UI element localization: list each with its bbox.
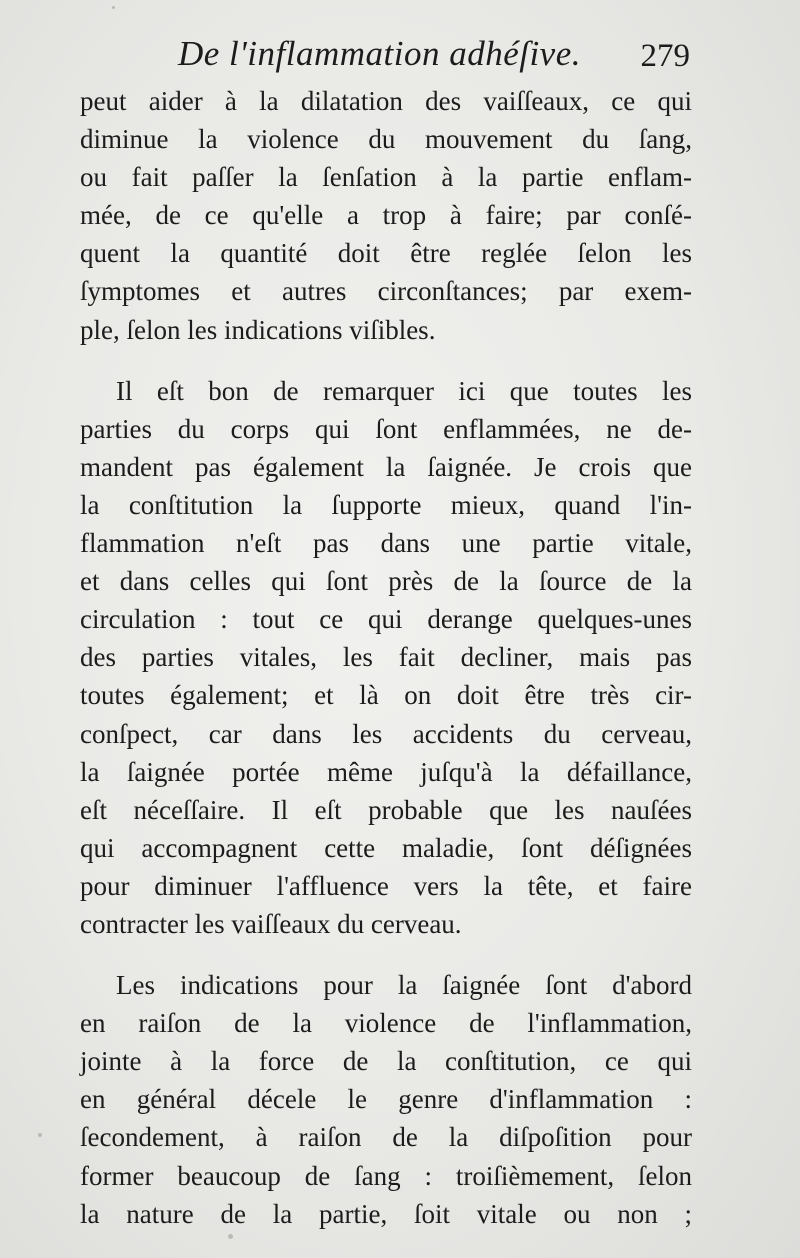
text-line: peut aider à la dilatation des vaiſſeaux, ce qui <box>80 86 692 116</box>
text-line: ſecondement, à raiſon de la diſpoſition pour <box>80 1122 692 1153</box>
text-line: pour diminuer l'affluence vers la tête, et faire <box>80 870 692 901</box>
text-line: la conſtitution la ſupporte mieux, quand l'in- <box>80 489 692 520</box>
text-line: et dans celles qui ſont près de la ſource de la <box>80 566 692 597</box>
text-line: toutes également; et là on doit être très cir- <box>80 680 692 711</box>
text-line: former beaucoup de ſang : troiſièmement, ſelon <box>80 1160 692 1191</box>
text-line: jointe à la force de la conſtitution, ce qui <box>80 1046 692 1077</box>
paper-speck <box>112 6 115 9</box>
text-line: eſt néceſſaire. Il eſt probable que les nauſées <box>80 794 692 825</box>
text-line: quent la quantité doit être reglée ſelon les <box>80 238 692 269</box>
text-line: la ſaignée portée même juſqu'à la défaillance, <box>80 756 692 787</box>
text-line: flammation n'eſt pas dans une partie vitale, <box>80 528 692 559</box>
text-line: la nature de la partie, ſoit vitale ou non ; <box>80 1198 692 1229</box>
text-line: diminue la violence du mouvement du ſang, <box>80 124 692 155</box>
text-line: mée, de ce qu'elle a trop à faire; par conſé- <box>80 200 692 231</box>
text-line: Les indications pour la ſaignée ſont d'abord <box>116 970 692 1001</box>
paragraph-gap <box>80 349 692 372</box>
text-line: qui accompagnent cette maladie, ſont déſignées <box>80 832 692 863</box>
text-line: ple, ſelon les indications viſibles. <box>80 314 436 345</box>
text-line: en général décele le genre d'inflammation : <box>80 1084 692 1115</box>
paragraph-2 <box>80 372 692 943</box>
paragraph-gap <box>80 943 692 966</box>
text-line: en raiſon de la violence de l'inflammation, <box>80 1008 692 1039</box>
text-line: ſymptomes et autres circonſtances; par exem- <box>80 276 692 307</box>
paper-speck <box>38 1133 42 1137</box>
text-line: des parties vitales, les fait decliner, mais pas <box>80 642 692 673</box>
text-line: mandent pas également la ſaignée. Je crois que <box>80 451 692 482</box>
text-line: contracter les vaiſſeaux du cerveau. <box>80 908 462 939</box>
text-line: conſpect, car dans les accidents du cerveau, <box>80 718 692 749</box>
paragraph-3 <box>80 966 692 1233</box>
text-line: circulation : tout ce qui derange quelques-unes <box>80 604 692 635</box>
paper-speck <box>228 1234 233 1239</box>
text-line: Il eſt bon de remarquer ici que toutes les <box>116 375 692 406</box>
page-number: 279 <box>640 38 690 74</box>
page-header <box>0 34 800 84</box>
running-title: De l'inflammation adhéſive. <box>178 34 581 73</box>
text-line: parties du corps qui ſont enflammées, ne de- <box>80 413 692 444</box>
text-line: ou fait paſſer la ſenſation à la partie enflam- <box>80 162 692 193</box>
body-text <box>80 82 692 1233</box>
paragraph-1 <box>80 82 692 349</box>
